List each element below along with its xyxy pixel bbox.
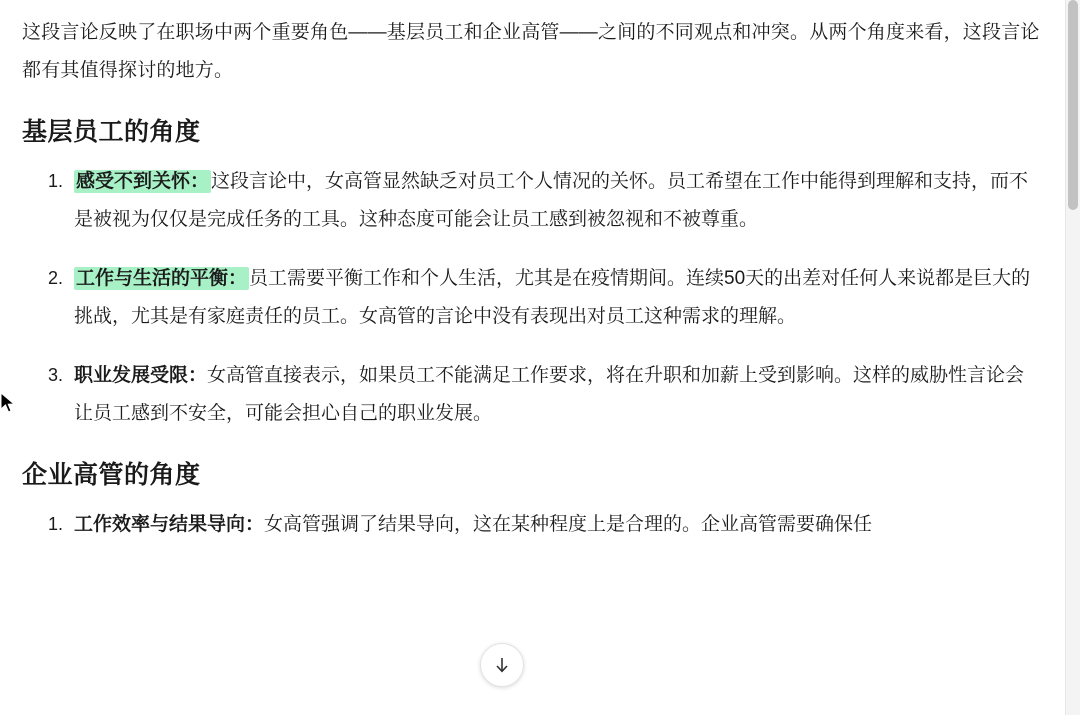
list-item xyxy=(68,162,1040,239)
list-item xyxy=(68,259,1040,336)
list-item-text: 女高管直接表示，如果员工不能满足工作要求，将在升职和加薪上受到影响。这样的威胁性言论会让员工感到不安全，可能会担心自己的职业发展。 xyxy=(74,365,1025,424)
mouse-pointer-icon xyxy=(0,392,16,414)
executive-perspective-list xyxy=(22,505,1040,544)
list-item xyxy=(68,505,1040,544)
intro-paragraph: 这段言论反映了在职场中两个重要角色——基层员工和企业高管——之间的不同观点和冲突。从两个角度来看，这段言论都有其值得探讨的地方。 xyxy=(22,22,1040,81)
list-item-text: 这段言论中，女高管显然缺乏对员工个人情况的关怀。员工希望在工作中能得到理解和支持，而不是被视为仅仅是完成任务的工具。这种态度可能会让员工感到被忽视和不被尊重。 xyxy=(74,171,1029,230)
arrow-down-icon xyxy=(492,655,512,675)
section-heading-executive: 企业高管的角度 xyxy=(22,461,201,489)
list-item-term: 职业发展受限： xyxy=(74,365,208,386)
list-item-term: 感受不到关怀： xyxy=(76,171,210,192)
section-heading-employee: 基层员工的角度 xyxy=(22,118,201,146)
list-item-term: 工作与生活的平衡： xyxy=(76,268,248,289)
list-item-text: 女高管强调了结果导向，这在某种程度上是合理的。企业高管需要确保任 xyxy=(264,514,873,535)
scroll-down-button[interactable] xyxy=(480,643,524,687)
list-item xyxy=(68,356,1040,433)
employee-perspective-list xyxy=(22,162,1040,433)
list-item-term: 工作效率与结果导向： xyxy=(74,514,265,535)
list-item-text: 员工需要平衡工作和个人生活，尤其是在疫情期间。连续50天的出差对任何人来说都是巨大的挑战，尤其是有家庭责任的员工。女高管的言论中没有表现出对员工这种需求的理解。 xyxy=(74,268,1031,327)
scrollbar-thumb[interactable] xyxy=(1068,0,1078,210)
vertical-scrollbar[interactable] xyxy=(1065,0,1080,715)
